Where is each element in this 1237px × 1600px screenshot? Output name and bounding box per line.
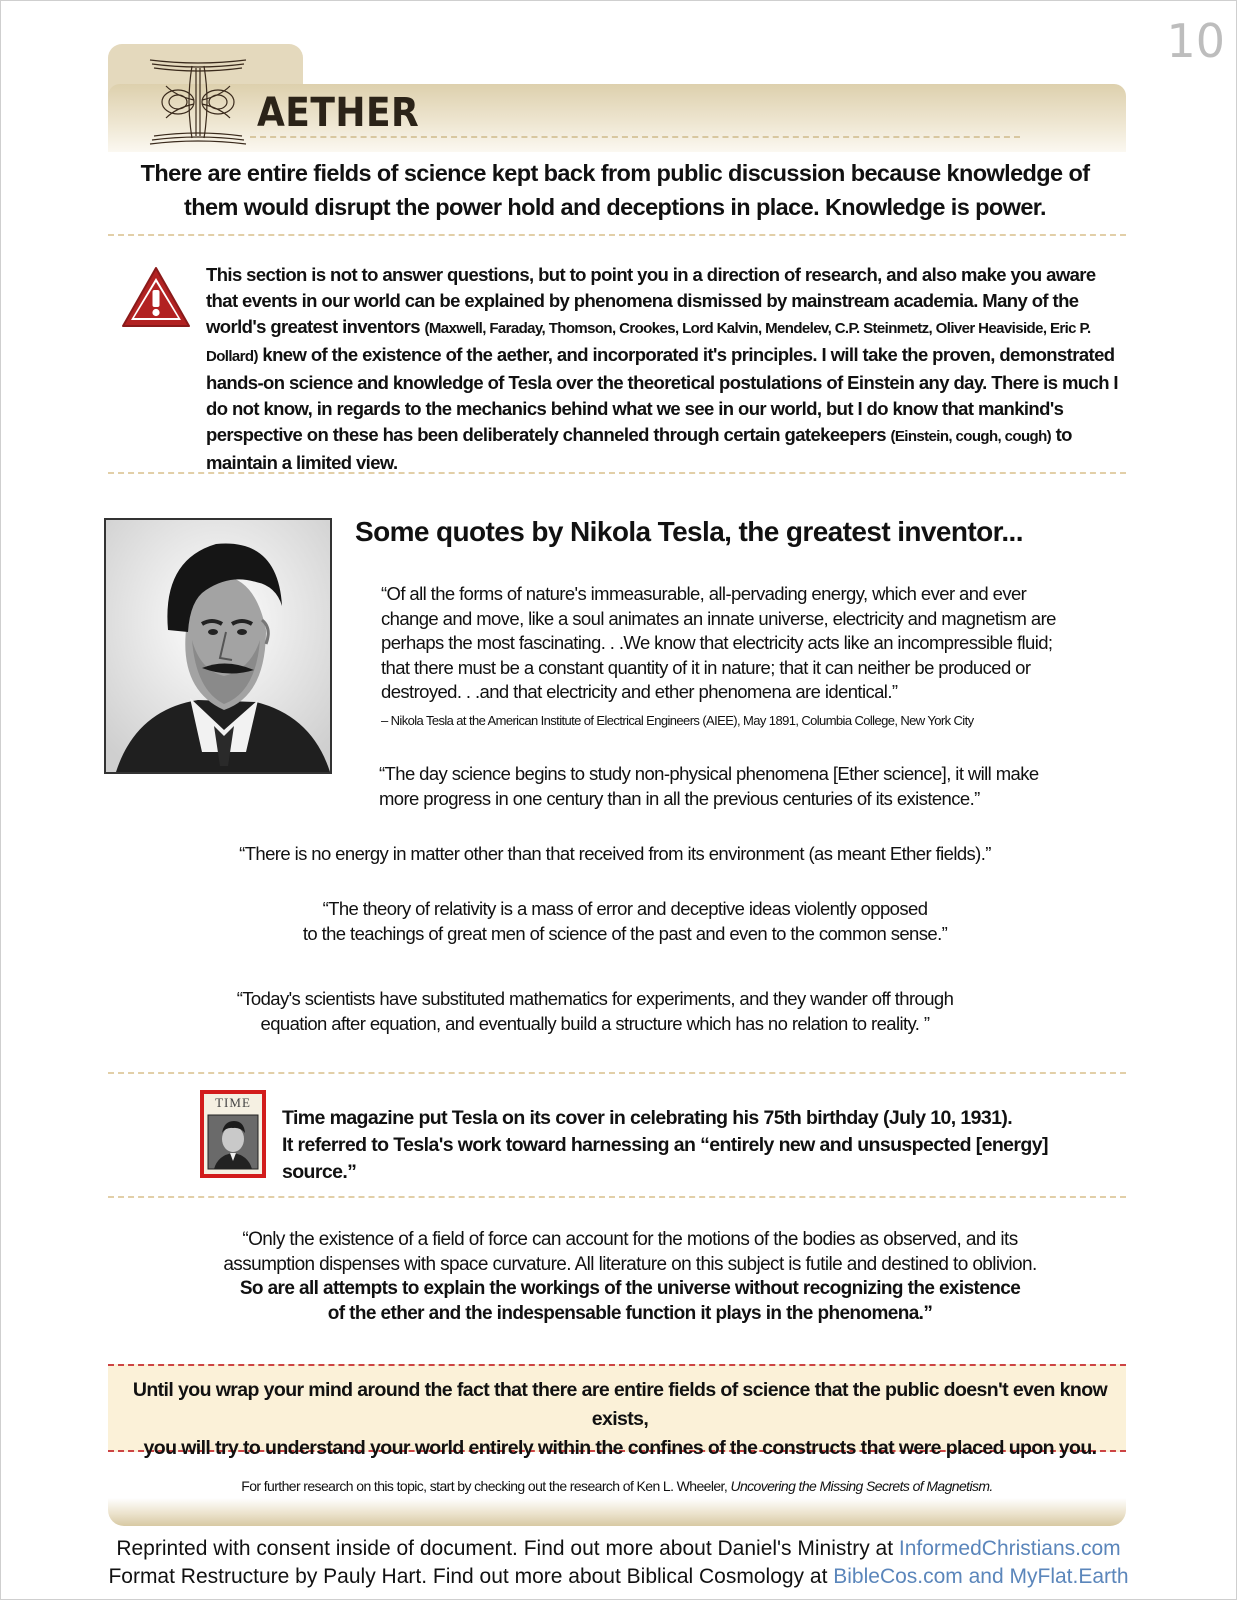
footer-bar — [108, 1498, 1126, 1526]
time-cover-label: TIME — [215, 1095, 251, 1110]
callout-line2: you will try to understand your world entirely within the confines of the constructs that were placed upon you. — [143, 1437, 1097, 1459]
quote-field-of-force — [150, 1228, 1110, 1326]
divider-1 — [108, 234, 1126, 236]
quote-electricity: “Of all the forms of nature's immeasurable, all-pervading energy, which ever and ever change and move, like a soul animates an innate universe, electricity and magnetism are perhaps the most fascinating. . .We know that electricity acts like an incompressible fluid; that there must be a constant quantity of it in nature; that it can neither be produced or destroyed. . .and that electricity and ether phenomena are identical.” — [381, 583, 1056, 702]
divider-3 — [108, 1072, 1126, 1074]
final-quote-bold-line1: So are all attempts to explain the workings of the universe without recognizing the existence — [239, 1278, 1021, 1299]
warning-text-part3: to maintain a limited view. — [206, 424, 1072, 473]
time-magazine-cover — [200, 1090, 266, 1178]
quote-mathematics — [130, 987, 1060, 1036]
callout-text — [120, 1376, 1120, 1463]
further-research-text: For further research on this topic, start by checking out the research of Ken L. Wheeler, — [241, 1478, 731, 1494]
quote-mathematics-line1: “Today's scientists have substituted mathematics for experiments, and they wander off through — [236, 988, 954, 1009]
divider-2 — [108, 472, 1126, 474]
page-number: 10 — [1166, 14, 1225, 68]
time-text-line1: Time magazine put Tesla on its cover in celebrating his 75th birthday (July 10, 1931). — [282, 1107, 1013, 1129]
divider-4 — [108, 1196, 1126, 1198]
inventors-list: (Maxwell, Faraday, Thomson, Crookes, Lord Kalvin, Mendelev, C.P. Steinmetz, Oliver Heaviside, Eric P. Dollard) — [206, 320, 1091, 365]
callout-line1: Until you wrap your mind around the fact that there are entire fields of science that the public doesn't even know exists, — [132, 1379, 1108, 1430]
credit-line-1-text: Reprinted with consent inside of document. Find out more about Daniel's Ministry at — [116, 1537, 899, 1560]
warning-text-part1: This section is not to answer questions, but to point you in a direction of research, and also make you aware that events in our world can be explained by phenomena dismissed by mainstream academia. Many of the world's greatest inventors — [206, 264, 1096, 337]
quote-relativity-line2: to the teachings of great men of science of the past and even to the common sense.” — [302, 922, 948, 944]
quotes-title: Some quotes by Nikola Tesla, the greatest inventor... — [355, 516, 1023, 547]
section-title: AETHER — [257, 90, 420, 136]
quote-non-physical: “The day science begins to study non-physical phenomena [Ether science], it will make more progress in one century than in all the previous centuries of its existence.” — [379, 763, 1039, 809]
aether-field-logo-icon — [146, 56, 250, 148]
gatekeepers-aside: (Einstein, cough, cough) — [890, 428, 1052, 445]
credit-line-2-text: Format Restructure by Pauly Hart. Find out more about Biblical Cosmology at — [108, 1565, 834, 1588]
quote-relativity-line1: “The theory of relativity is a mass of error and deceptive ideas violently opposed — [322, 898, 928, 919]
quote-attribution: – Nikola Tesla at the American Institute of Electrical Engineers (AIEE), May 1891, Columbia College, New York City — [381, 713, 974, 728]
credit-line-2 — [0, 1565, 1237, 1589]
time-text-line2: It referred to Tesla's work toward harnessing an “entirely new and unsuspected [energy] source.” — [282, 1134, 1048, 1183]
quote-relativity — [160, 897, 1090, 946]
warning-paragraph — [206, 262, 1126, 476]
final-quote-line2: assumption dispenses with space curvature. All literature on this subject is futile and destined to oblivion. — [223, 1253, 1037, 1275]
time-cover-portrait — [204, 1111, 262, 1173]
final-quote-line1: “Only the existence of a field of force can account for the motions of the bodies as observed, and its — [242, 1229, 1018, 1250]
informed-christians-link[interactable]: InformedChristians.com — [898, 1537, 1121, 1560]
quote-mathematics-line2: equation after equation, and eventually build a structure which has no relation to reality. ” — [260, 1012, 930, 1034]
quote-energy-matter: “There is no energy in matter other than that received from its environment (as meant Ether fields).” — [239, 843, 991, 864]
credit-line-1 — [0, 1537, 1237, 1561]
book-title: Uncovering the Missing Secrets of Magnetism. — [730, 1478, 993, 1494]
lead-statement: There are entire fields of science kept back from public discussion because knowledge of them would disrupt the power hold and deceptions in place. Knowledge is power. — [140, 160, 1090, 220]
further-research-note — [108, 1478, 1126, 1494]
biblecos-link[interactable]: BibleCos.com and MyFlat.Earth — [833, 1565, 1129, 1588]
final-quote-bold-line2: of the ether and the indespensable function it plays in the phenomena.” — [327, 1302, 933, 1324]
header-divider — [250, 136, 1020, 138]
warning-icon — [120, 264, 192, 330]
time-magazine-text — [282, 1105, 1122, 1186]
warning-text-part2: knew of the existence of the aether, and incorporated it's principles. I will take the proven, demonstrated hands-on science and knowledge of Tesla over the theoretical postulations of Einstein any day. There is much I do not know, in regards to the mechanics behind what we see in our world, but I do know that mankind's perspective on these has been deliberately channeled through certain gatekeepers — [206, 344, 1118, 445]
tesla-portrait — [104, 518, 332, 774]
